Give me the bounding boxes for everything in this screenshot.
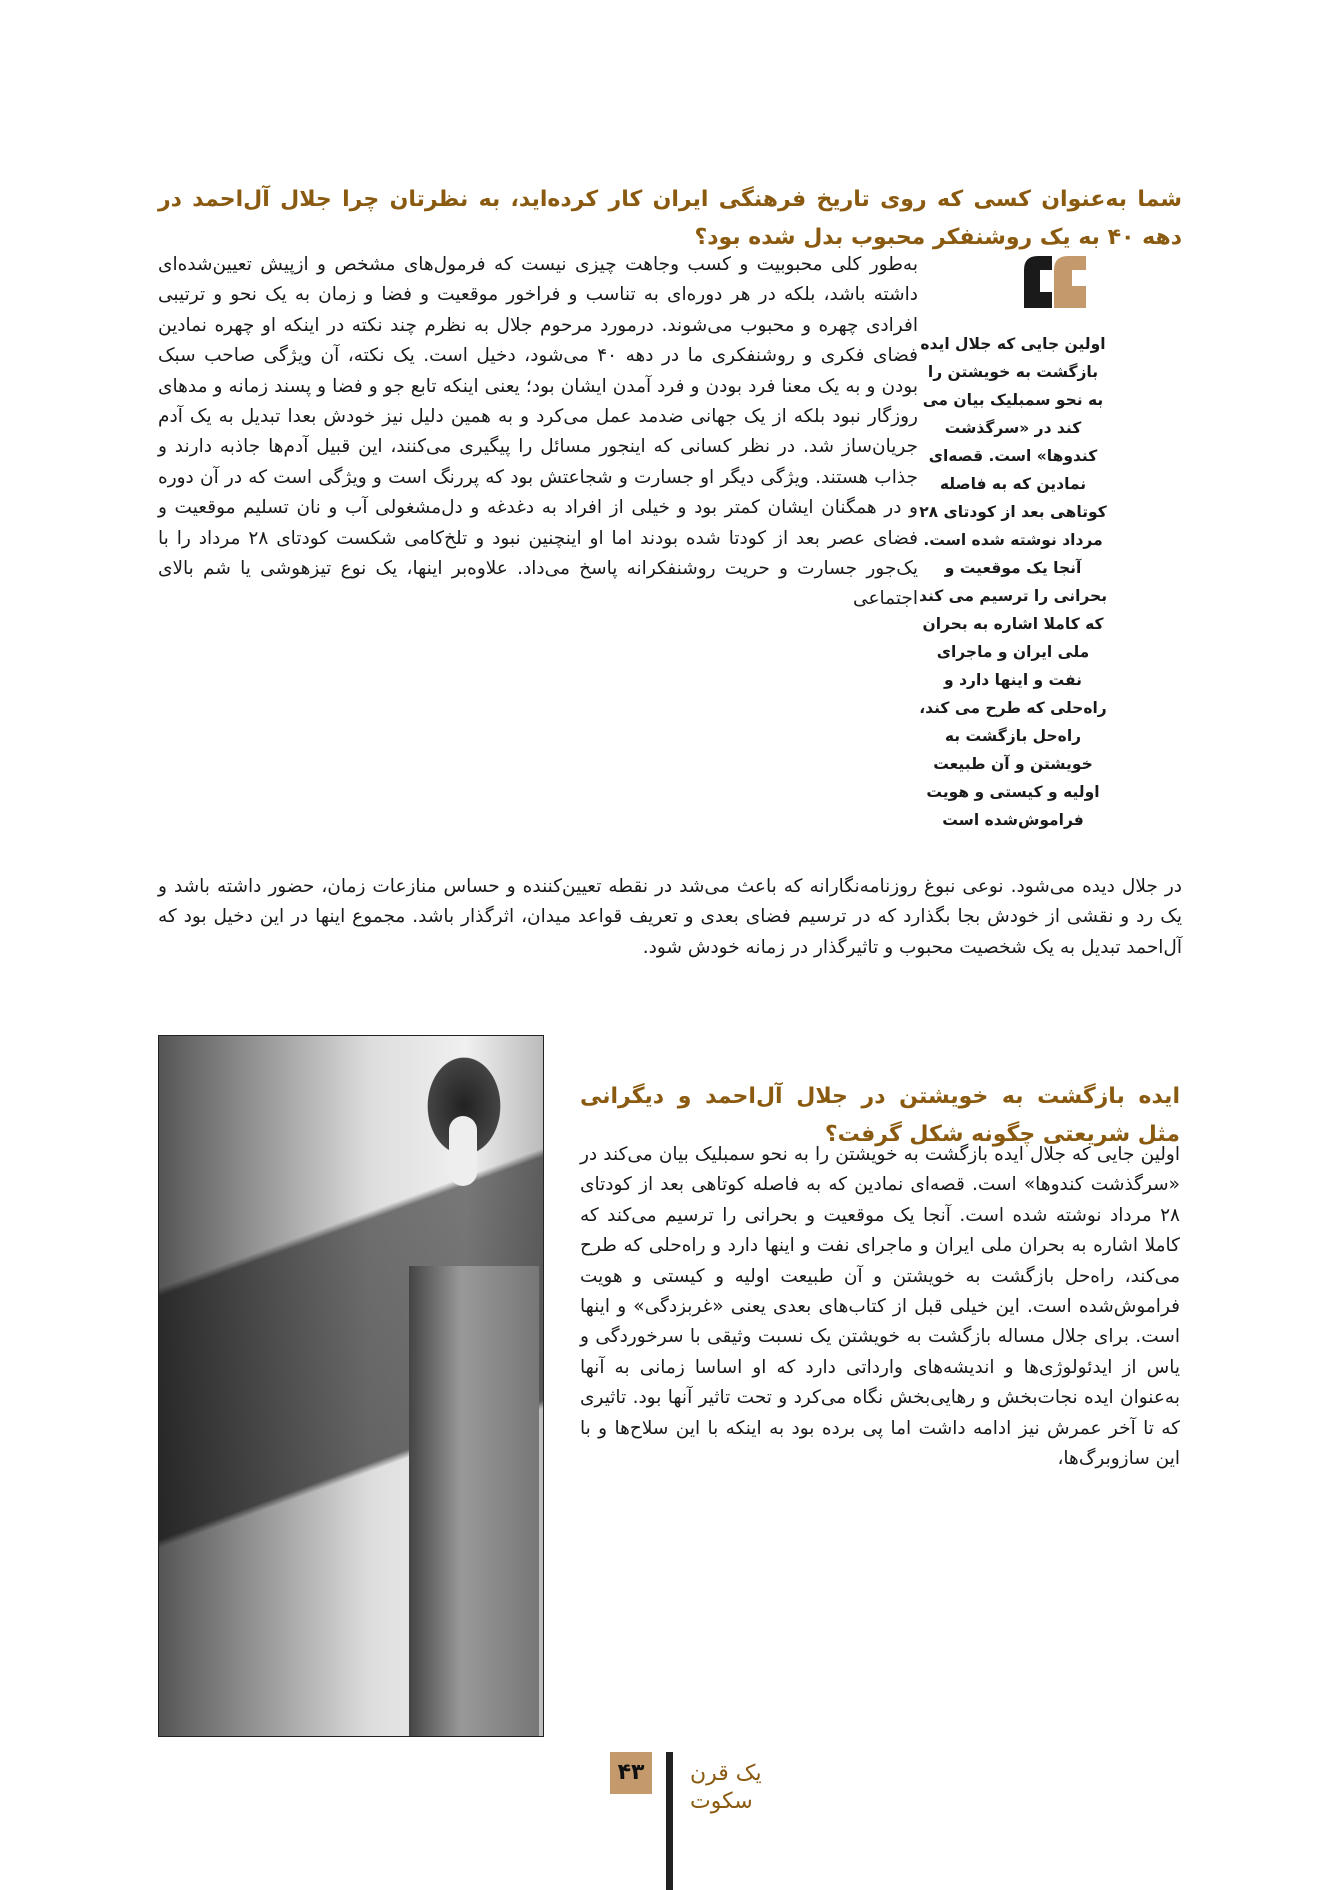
pull-quote: اولین جایی که جلال ایده بازگشت به خویشتن را به نحو سمبلیک بیان می کند در «سرگذشت کندوها» است. قصه‌ای نمادین که به فاصله کوتاهی بعد از کودتای ۲۸ مرداد نوشته شده است. آنجا یک موقعیت و بحرانی را ترسیم می کند که کاملا اشاره به بحران ملی ایران و ماجرای نفت و اینها دارد و راه‌حلی که طرح می کند، راه‌حل بازگشت به خویشتن و آن طبیعت اولیه و کیستی و هویت فراموش‌شده است (918, 335, 1108, 829)
answer-paragraph-1-continued: در جلال دیده می‌شود. نوعی نبوغ روزنامه‌نگارانه که باعث می‌شد در نقطه تعیین‌کننده و حساس منازعات زمان، حضور داشته باشد و یک رد و نقشی از خودش بجا بگذارد که در ترسیم فضای بعدی و تعریف قواعد میدان، اثرگذار باشد. مجموع اینها در این دخیل بود که آل‌احمد تبدیل به یک شخصیت محبوب و تاثیرگذار در زمانه خودش شود. (158, 876, 1182, 958)
photo-speaker-at-podium (158, 1035, 544, 1737)
question-heading-2: ایده بازگشت به خویشتن در جلال آل‌احمد و دیگرانی مثل شریعتی چگونه شکل گرفت؟ (580, 1084, 1180, 1148)
page-number: ۴۳ (610, 1752, 652, 1794)
answer-paragraph-2: اولین جایی که جلال ایده بازگشت به خویشتن را به نحو سمبلیک بیان می‌کند در «سرگذشت کندوها» است. قصه‌ای نمادین که به فاصله کوتاهی بعد از کودتای ۲۸ مرداد نوشته شده است. آنجا یک موقعیت و بحرانی را ترسیم می‌کند که کاملا اشاره به بحران ملی ایران و ماجرای نفت و اینها دارد و راه‌حلی که طرح می‌کند، راه‌حل بازگشت به خویشتن و آن طبیعت اولیه و کیستی و هویت فراموش‌شده است. این خیلی قبل از کتاب‌های بعدی یعنی «غربزدگی» و اینها است. برای جلال مساله بازگشت به خویشتن یک نسبت وثیقی با سرخوردگی و یاس از ایدئولوژی‌ها و اندیشه‌های وارداتی دارد که او اساسا زمانی به آنها به‌عنوان ایده نجات‌بخش و رهایی‌بخش نگاه می‌کرد و تحت تاثیر آنها بود. تاثیری که تا آخر عمرش نیز ادامه داشت اما پی برده بود به اینکه با این سلاح‌ها و با این سازوبرگ‌ها، (580, 1144, 1180, 1470)
microphone-graphic (449, 1116, 477, 1186)
footer-divider (666, 1752, 673, 1890)
question-heading-1: شما به‌عنوان کسی که روی تاریخ فرهنگی ایران کار کرده‌اید، به نظرتان چرا جلال آل‌احمد در دهه ۴۰ به یک روشنفکر محبوب بدل شده بود؟ (158, 187, 1182, 251)
quote-mark-icon (1020, 252, 1088, 308)
podium-graphic (409, 1266, 539, 1736)
answer-paragraph-1: به‌طور کلی محبوبیت و کسب وجاهت چیزی نیست که فرمول‌های مشخص و ازپیش تعیین‌شده‌ای داشته باشد، بلکه در هر دوره‌ای به تناسب و فراخور موقعیت و فضا و زمان به یک نحو و ترتیبی افرادی چهره و محبوب می‌شوند. درمورد مرحوم جلال به نظرم چند نکته در اینکه او چهره نمادین فضای فکری و روشنفکری ما در دهه ۴۰ می‌شود، دخیل است. یک نکته، آن ویژگی صاحب سبک بودن و به یک معنا فرد بودن و فرد آمدن ایشان بود؛ یعنی اینکه تابع جو و فضا و پسند زمانه و مدهای روزگار نبود بلکه از یک جهانی ضدمد عمل می‌کرد و به همین دلیل نیز خودش بعدا تبدیل به یک آدم جریان‌ساز شد. در نظر کسانی که اینجور مسائل را پیگیری می‌کنند، این قبیل آدم‌ها جاذبه دارند و جذاب هستند. ویژگی دیگر او جسارت و شجاعتش بود که پررنگ است و ویژگی است که در آن دوره و در همگنان ایشان کمتر بود و خیلی از افراد به دغدغه و دل‌مشغولی آب و نان تسلیم موقعیت و فضای عصر بعد از کودتا شده بودند اما او اینچنین نبود و تلخ‌کامی شکست کودتای ۲۸ مرداد را با یک‌جور جسارت و حریت روشنفکرانه پاسخ می‌داد. علاوه‌بر اینها، یک نوع تیزهوشی یا شم بالای اجتماعی (158, 254, 918, 610)
magazine-title (690, 1760, 770, 1816)
magazine-title-line1: یک قرن (690, 1761, 762, 1786)
magazine-title-line2: سکوت (690, 1789, 753, 1814)
